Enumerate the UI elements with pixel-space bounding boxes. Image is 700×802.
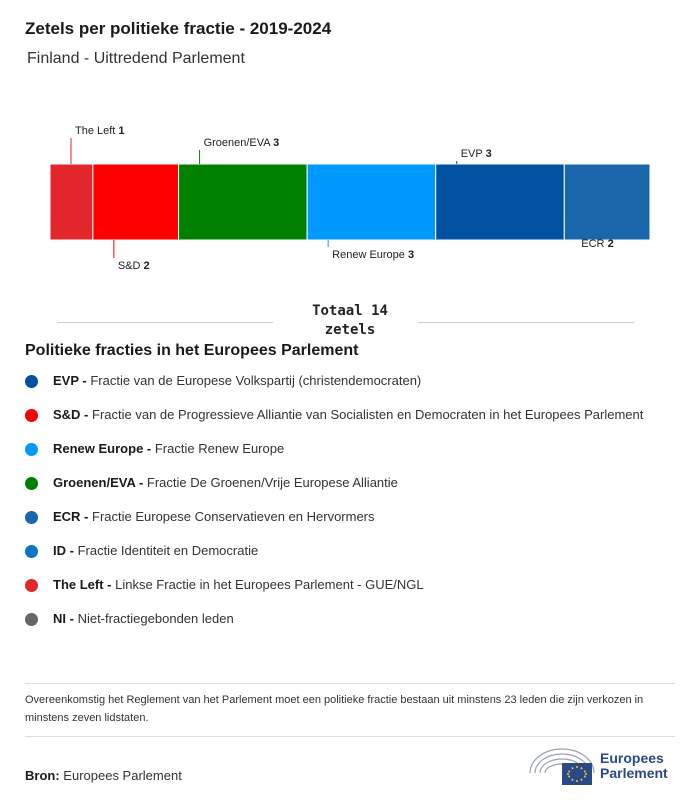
legend-title: Politieke fracties in het Europees Parlement	[25, 342, 359, 359]
ep-logo-line2: Parlement	[600, 765, 668, 781]
segment-name: The Left	[75, 125, 119, 137]
bar-segment-ecr	[564, 164, 650, 240]
legend-item	[25, 576, 665, 594]
divider-bottom	[25, 736, 675, 737]
legend-abbr: NI -	[53, 611, 74, 626]
ep-logo-text	[600, 751, 668, 781]
legend-description: Fractie Renew Europe	[151, 441, 285, 456]
total-divider-right	[418, 322, 634, 323]
legend-abbr: Renew Europe -	[53, 441, 152, 456]
segment-value: 3	[273, 137, 280, 149]
footnote: Overeenkomstig het Reglement van het Parlement moet een politieke fractie bestaan uit minstens 23 leden die zijn verkozen in minstens zeven lidstaten.	[25, 694, 644, 724]
total-seats-line1: Totaal 14	[312, 303, 388, 319]
legend-item	[25, 610, 665, 628]
segment-label-groenen-eva	[204, 137, 280, 149]
bar-segment-evp	[436, 164, 565, 240]
total-seats-label	[275, 302, 425, 340]
source-line	[25, 768, 182, 783]
hemicycle-flag-icon	[528, 743, 598, 787]
total-divider-left	[57, 322, 273, 323]
total-seats-line2: zetels	[324, 322, 376, 338]
legend-dot-icon	[25, 613, 38, 626]
legend-description: Fractie Identiteit en Democratie	[73, 543, 259, 558]
legend-dot-icon	[25, 443, 38, 456]
legend-item	[25, 440, 665, 458]
segment-label-evp	[461, 148, 492, 160]
bar-segment-the-left	[50, 164, 93, 240]
segment-value: 3	[485, 148, 492, 160]
legend-list	[25, 372, 665, 644]
segment-name: Groenen/EVA	[203, 137, 274, 149]
segment-label-ecr	[581, 238, 613, 250]
segment-label-s-d	[118, 260, 150, 272]
legend-abbr: The Left -	[53, 577, 112, 592]
segment-value: 1	[118, 125, 125, 137]
legend-description: Fractie van de Progressieve Alliantie van Socialisten en Democraten in het Europees Parlement	[88, 407, 644, 422]
segment-name: Renew Europe	[332, 249, 408, 261]
bar-segment-renew-europe	[307, 164, 436, 240]
segment-value: 2	[143, 260, 150, 272]
source-label: Bron:	[25, 768, 60, 783]
legend-dot-icon	[25, 511, 38, 524]
legend-item	[25, 474, 665, 492]
legend-dot-icon	[25, 545, 38, 558]
legend-description: Linkse Fractie in het Europees Parlement - GUE/NGL	[111, 577, 424, 592]
source-value: Europees Parlement	[63, 768, 182, 783]
legend-item	[25, 372, 665, 390]
legend-description: Fractie van de Europese Volkspartij (christendemocraten)	[86, 373, 422, 388]
stacked-seat-bar-chart	[0, 120, 700, 290]
ep-logo-line1: Europees	[600, 750, 664, 766]
bar-segment-s-d	[93, 164, 179, 240]
segment-value: 2	[607, 238, 614, 250]
segment-name: ECR	[581, 238, 608, 250]
legend-abbr: ECR -	[53, 509, 89, 524]
ep-logo	[528, 743, 678, 787]
legend-dot-icon	[25, 477, 38, 490]
segment-name: EVP	[460, 148, 486, 160]
chart-subtitle: Finland - Uittredend Parlement	[27, 50, 245, 67]
legend-description: Fractie Europese Conservatieven en Hervormers	[88, 509, 375, 524]
segment-name: S&D	[117, 260, 144, 272]
legend-item	[25, 406, 665, 424]
segment-label-renew-europe	[332, 249, 414, 261]
legend-dot-icon	[25, 375, 38, 388]
legend-abbr: ID -	[53, 543, 74, 558]
divider-top	[25, 683, 675, 684]
legend-dot-icon	[25, 409, 38, 422]
bar-segment-groenen-eva	[179, 164, 308, 240]
legend-item	[25, 508, 665, 526]
legend-abbr: EVP -	[53, 373, 87, 388]
legend-abbr: Groenen/EVA -	[53, 475, 144, 490]
legend-description: Niet-fractiegebonden leden	[73, 611, 234, 626]
legend-abbr: S&D -	[53, 407, 89, 422]
legend-dot-icon	[25, 579, 38, 592]
segment-label-the-left	[75, 125, 125, 137]
legend-description: Fractie De Groenen/Vrije Europese Alliantie	[143, 475, 398, 490]
segment-value: 3	[407, 249, 415, 261]
legend-item	[25, 542, 665, 560]
chart-title: Zetels per politieke fractie - 2019-2024	[25, 19, 332, 38]
